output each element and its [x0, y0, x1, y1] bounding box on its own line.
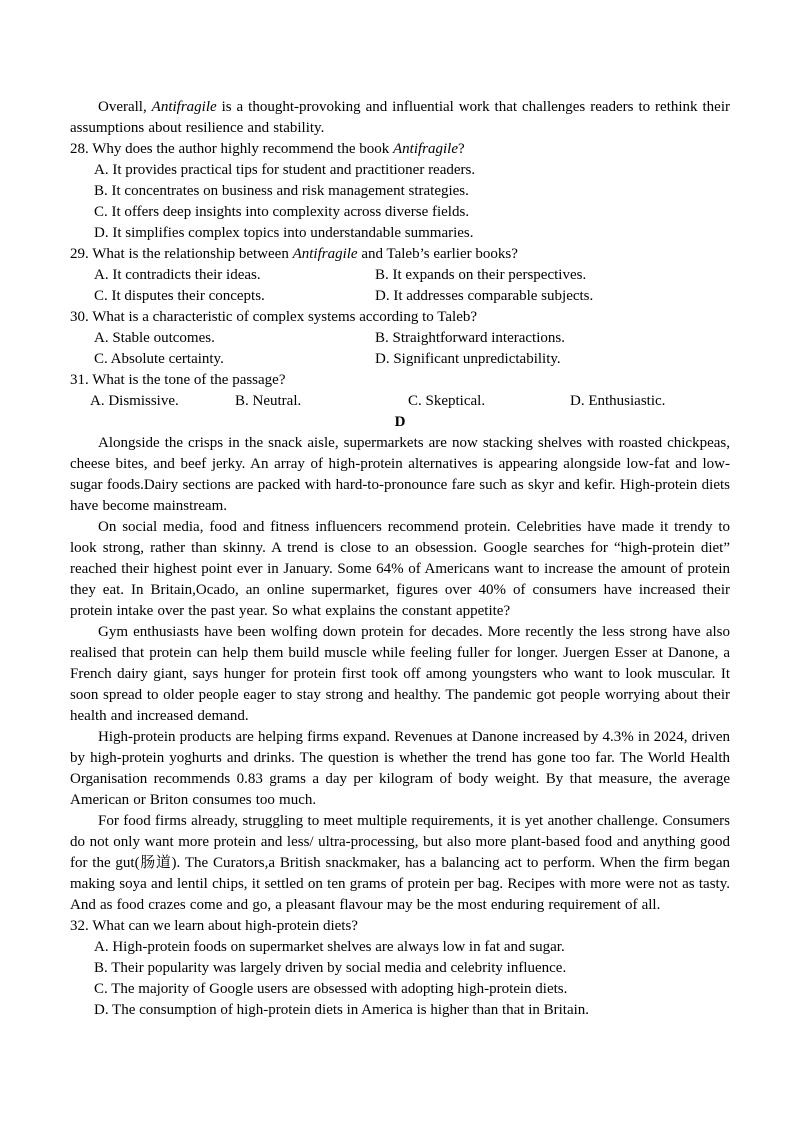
question-28-stem-pre: 28. Why does the author highly recommend the book [70, 141, 393, 157]
question-29-stem-post: and Taleb’s earlier books? [357, 246, 518, 262]
question-30 [70, 307, 730, 370]
question-32-option-b: B. Their popularity was largely driven by social media and celebrity influence. [94, 960, 567, 976]
question-31-option-a: A. Dismissive. [90, 393, 179, 409]
book-title-italic: Antifragile [151, 99, 217, 115]
question-28-stem-post: ? [458, 141, 465, 157]
passage-c-conclusion [70, 97, 730, 139]
question-29-option-a: A. It contradicts their ideas. [94, 267, 261, 283]
question-28-option-a: A. It provides practical tips for student and practitioner readers. [94, 162, 476, 178]
question-30-option-a: A. Stable outcomes. [94, 330, 215, 346]
question-29-options [70, 265, 730, 307]
passage-d-paragraph-5: For food firms already, struggling to meet multiple requirements, it is yet another challenge. Consumers do not only want more protein and less/ ultra-processing, but also more plant-based food and anything good for the gut(肠道). The Curators,a British snackmaker, has a balancing act to perform. When the firm began making soya and lentil chips, it settled on ten grams of protein per bag. Recipes with more were not as tasty. And as food crazes come and go, a pleasant flavour may be the most enduring requirement of all. [70, 813, 730, 913]
question-31-option-d: D. Enthusiastic. [570, 393, 666, 409]
question-29-option-c: C. It disputes their concepts. [94, 288, 265, 304]
question-31-stem: 31. What is the tone of the passage? [70, 372, 286, 388]
book-title-italic: Antifragile [292, 246, 358, 262]
question-31-option-c: C. Skeptical. [408, 393, 486, 409]
question-32 [70, 916, 730, 1021]
question-31 [70, 370, 730, 412]
question-31-option-b: B. Neutral. [235, 393, 302, 409]
question-28-option-c: C. It offers deep insights into complexity across diverse fields. [94, 204, 470, 220]
question-29 [70, 244, 730, 307]
question-30-option-b: B. Straightforward interactions. [375, 330, 565, 346]
passage-d-section-heading: D [394, 414, 406, 430]
passage-d-paragraph-4: High-protein products are helping firms expand. Revenues at Danone increased by 4.3% in 2024, driven by high-protein yoghurts and drinks. The question is whether the trend has gone too far. The World Health Organisation recommends 0.83 grams a day per kilogram of body weight. By that measure, the average American or Briton consumes too much. [70, 729, 730, 808]
question-28 [70, 139, 730, 244]
question-29-option-d: D. It addresses comparable subjects. [375, 288, 594, 304]
passage-c-conclusion-post: is a thought-provoking and influential work that challenges readers to rethink their assumptions about resilience and stability. [70, 99, 730, 136]
question-28-stem [70, 139, 730, 160]
passage-d-paragraph-1: Alongside the crisps in the snack aisle, supermarkets are now stacking shelves with roasted chickpeas, cheese bites, and beef jerky. An array of high-protein alternatives is appearing alongside low-fat and low-sugar foods.Dairy sections are packed with hard-to-pronounce fare such as skyr and kefir. High-protein diets have become mainstream. [70, 435, 730, 514]
question-32-option-c: C. The majority of Google users are obsessed with adopting high-protein diets. [94, 981, 568, 997]
question-30-options [70, 328, 730, 370]
question-29-option-b: B. It expands on their perspectives. [375, 267, 587, 283]
question-30-stem: 30. What is a characteristic of complex systems according to Taleb? [70, 309, 478, 325]
passage-d-paragraph-3: Gym enthusiasts have been wolfing down protein for decades. More recently the less strong have also realised that protein can help them build muscle while feeling fuller for longer. Juergen Esser at Danone, a French dairy giant, says hunger for protein first took off among youngsters who want to look muscular. It soon spread to older people eager to stay strong and healthy. The pandemic got people worrying about their health and increased demand. [70, 624, 730, 724]
question-32-option-a: A. High-protein foods on supermarket shelves are always low in fat and sugar. [94, 939, 565, 955]
question-31-options [70, 391, 730, 412]
question-30-option-c: C. Absolute certainty. [94, 351, 224, 367]
passage-d-paragraph-2: On social media, food and fitness influencers recommend protein. Celebrities have made it trendy to look strong, rather than skinny. A trend is close to an obsession. Google searches for “high-protein diet” reached their highest point ever in January. Some 64% of Americans want to increase the amount of protein they eat. In Britain,Ocado, an online supermarket, figures over 40% of consumers have increased their protein intake over the past year. So what explains the constant appetite? [70, 519, 730, 619]
question-30-option-d: D. Significant unpredictability. [375, 351, 561, 367]
question-32-stem: 32. What can we learn about high-protein diets? [70, 918, 358, 934]
question-28-option-d: D. It simplifies complex topics into understandable summaries. [94, 225, 474, 241]
passage-c-conclusion-pre: Overall, [98, 99, 152, 115]
passage-d [70, 433, 730, 916]
book-title-italic: Antifragile [393, 141, 458, 157]
question-32-option-d: D. The consumption of high-protein diets in America is higher than that in Britain. [94, 1002, 590, 1018]
question-29-stem-pre: 29. What is the relationship between [70, 246, 293, 262]
question-28-option-b: B. It concentrates on business and risk management strategies. [94, 183, 469, 199]
question-29-stem [70, 244, 730, 265]
